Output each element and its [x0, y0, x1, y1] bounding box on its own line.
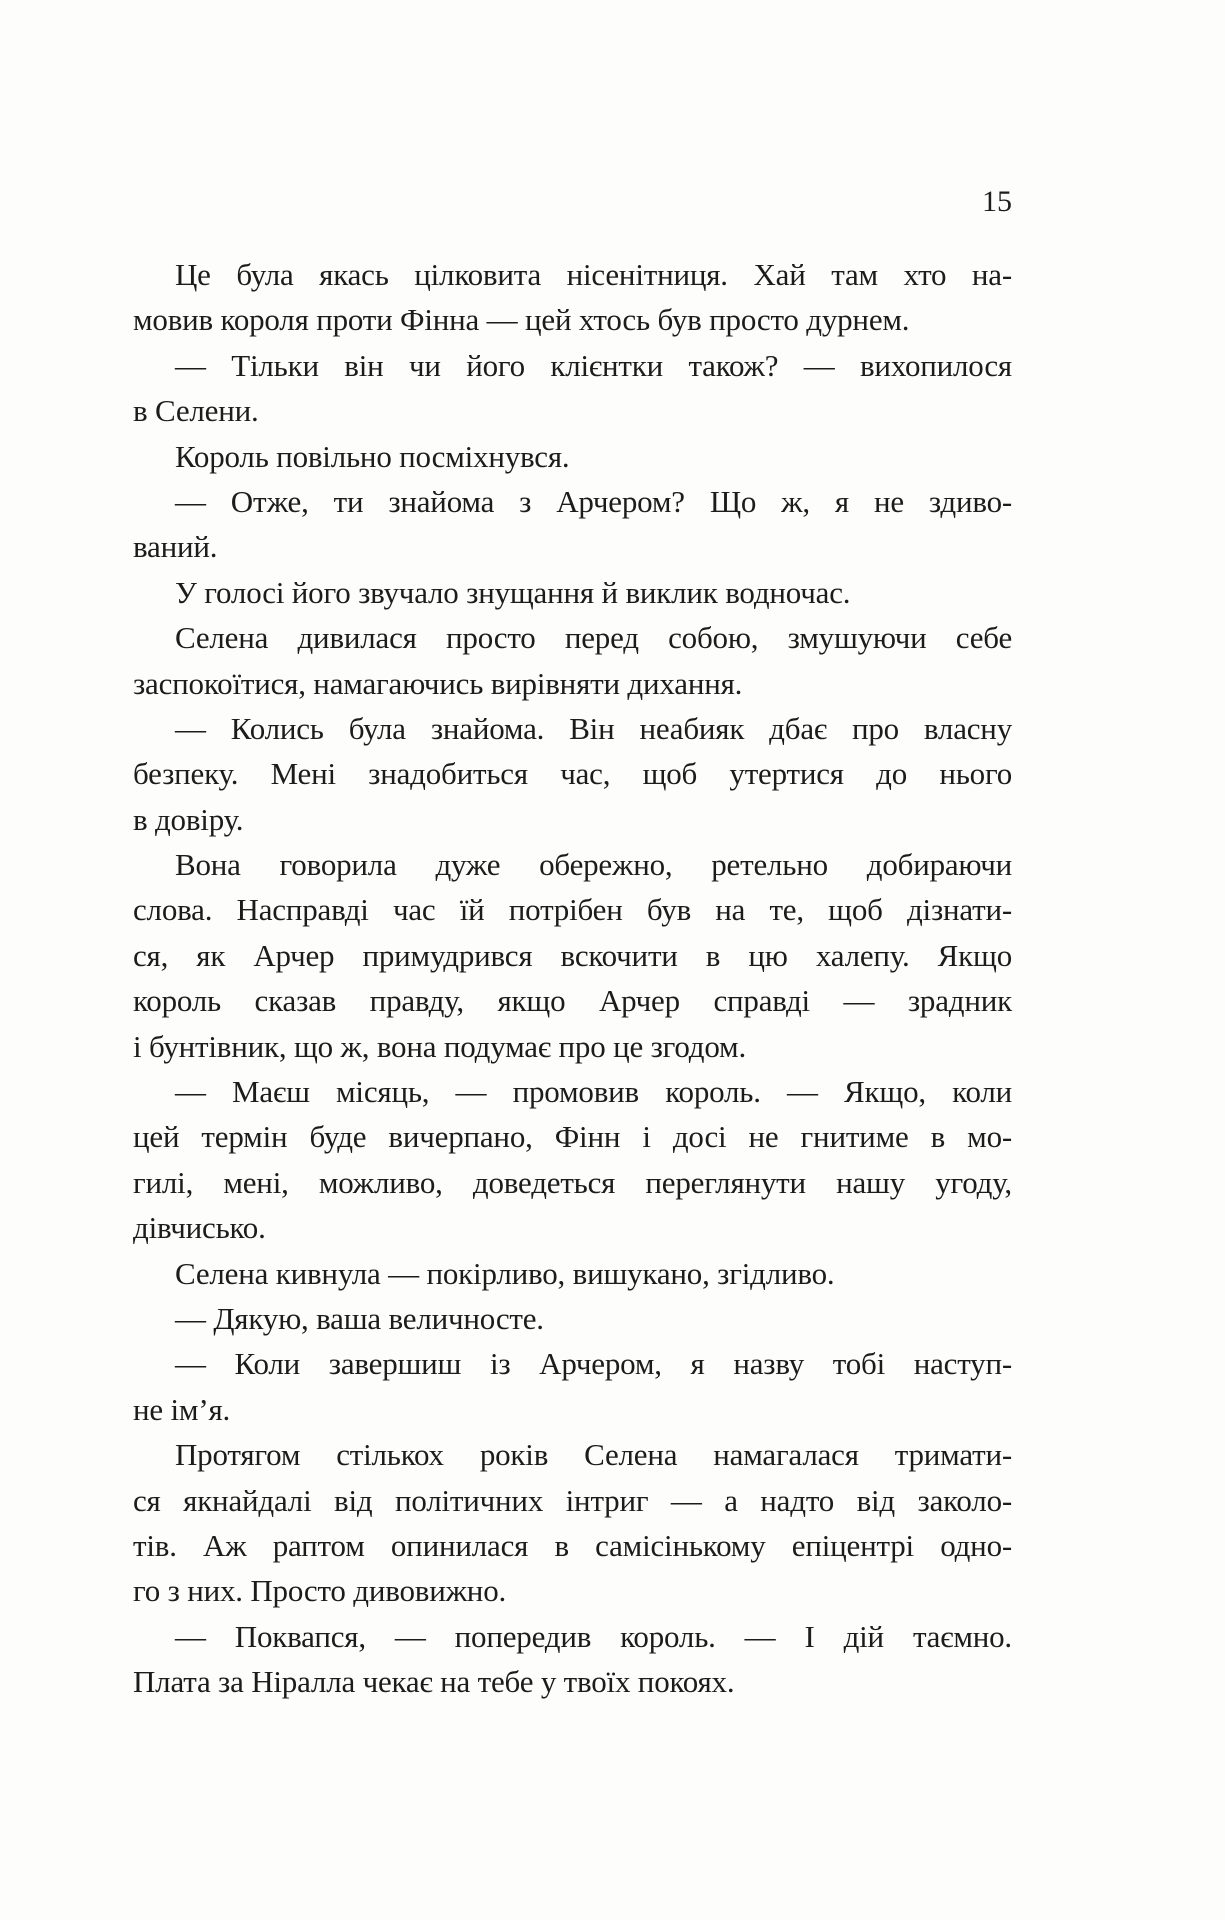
- text-line: тів. Аж раптом опинилася в самісінькому епіцентрі одно-: [133, 1527, 1012, 1563]
- text-line: — Отже, ти знайома з Арчером? Що ж, я не здиво-: [175, 483, 1012, 519]
- text-line: заспокоїтися, намагаючись вирівняти дихання.: [133, 665, 743, 701]
- text-line: го з них. Просто дивовижно.: [133, 1573, 507, 1609]
- text-line: слова. Насправді час їй потрібен був на те, щоб дізнати-: [133, 892, 1012, 928]
- text-line: Плата за Ніралла чекає на тебе у твоїх покоях.: [133, 1664, 735, 1700]
- text-line: мовив короля проти Фінна — цей хтось був просто дурнем.: [133, 302, 910, 338]
- text-line: Це була якась цілковита нісенітниця. Хай там хто на-: [175, 257, 1012, 292]
- text-line: ваний.: [133, 529, 218, 565]
- text-line: — Дякую, ваша величносте.: [175, 1300, 544, 1336]
- text-line: король сказав правду, якщо Арчер справді — зрадник: [133, 983, 1012, 1019]
- text-line: Селена кивнула — покірливо, вишукано, згідливо.: [175, 1255, 835, 1291]
- text-line: — Поквапся, — попередив король. — І дій таємно.: [175, 1618, 1012, 1654]
- text-line: і бунтівник, що ж, вона подумає про це згодом.: [133, 1028, 747, 1064]
- text-line: Король повільно посміхнувся.: [175, 438, 570, 474]
- text-line: гилі, мені, можливо, доведеться переглянути нашу угоду,: [133, 1164, 1012, 1200]
- text-line: ся, як Арчер примудрився вскочити в цю халепу. Якщо: [133, 937, 1012, 973]
- page-number: 15: [982, 185, 1012, 218]
- text-line: У голосі його звучало знущання й виклик водночас.: [175, 574, 851, 610]
- text-line: цей термін буде вичерпано, Фінн і досі не гнитиме в мо-: [133, 1119, 1012, 1155]
- text-line: — Коли завершиш із Арчером, я назву тобі наступ-: [175, 1346, 1012, 1382]
- text-line: дівчисько.: [133, 1210, 266, 1246]
- text-line: — Колись була знайома. Він неабияк дбає про власну: [175, 710, 1012, 746]
- text-line: Селена дивилася просто перед собою, змушуючи себе: [175, 620, 1012, 656]
- body-text: [133, 252, 1012, 1705]
- text-line: в довіру.: [133, 801, 244, 837]
- text-line: Протягом стількох років Селена намагалася тримати-: [175, 1437, 1012, 1473]
- text-line: не ім’я.: [133, 1391, 231, 1427]
- text-line: ся якнайдалі від політичних інтриг — а надто від заколо-: [133, 1482, 1012, 1518]
- text-line: — Тільки він чи його клієнтки також? — вихопилося: [175, 347, 1012, 383]
- text-line: — Маєш місяць, — промовив король. — Якщо, коли: [175, 1074, 1012, 1110]
- text-line: Вона говорила дуже обережно, ретельно добираючи: [175, 847, 1012, 883]
- text-line: безпеку. Мені знадобиться час, щоб утертися до нього: [133, 756, 1012, 792]
- text-line: в Селени.: [133, 393, 259, 429]
